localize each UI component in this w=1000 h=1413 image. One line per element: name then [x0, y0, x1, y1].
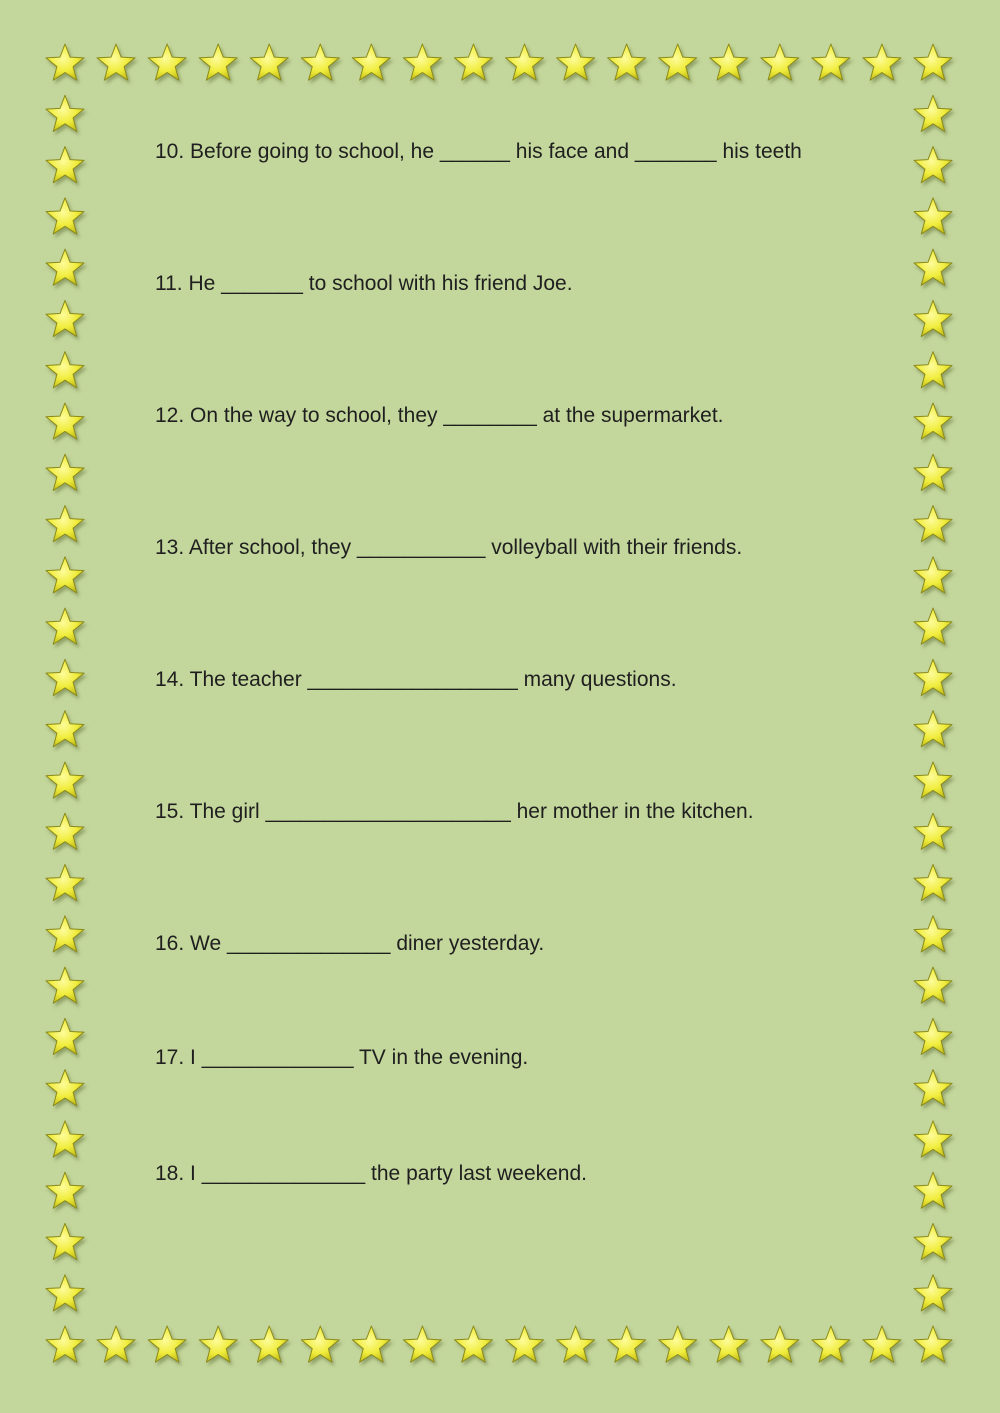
- star-icon: [352, 1326, 390, 1362]
- star-icon: [557, 1326, 595, 1362]
- star-icon: [506, 44, 544, 80]
- star-icon: [46, 864, 84, 900]
- star-icon: [46, 608, 84, 644]
- sentence-12: 12. On the way to school, they ________ at the supermarket.: [155, 404, 724, 427]
- star-icon: [46, 916, 84, 952]
- star-icon: [352, 44, 390, 80]
- star-icon: [97, 1326, 135, 1362]
- sentence-17: 17. I _____________ TV in the evening.: [155, 1046, 529, 1069]
- star-icon: [914, 300, 952, 336]
- star-icon: [914, 1326, 952, 1362]
- star-icon: [761, 44, 799, 80]
- star-icon: [46, 1172, 84, 1208]
- star-icon: [914, 147, 952, 183]
- star-icon: [914, 762, 952, 798]
- star-icon: [148, 1326, 186, 1362]
- star-icon: [863, 1326, 901, 1362]
- star-icon: [46, 762, 84, 798]
- star-icon: [710, 1326, 748, 1362]
- star-icon: [148, 44, 186, 80]
- star-icon: [761, 1326, 799, 1362]
- star-icon: [46, 813, 84, 849]
- star-icon: [914, 44, 952, 80]
- star-icon: [659, 1326, 697, 1362]
- star-icon: [97, 44, 135, 80]
- star-icon: [914, 967, 952, 1003]
- star-icon: [46, 352, 84, 388]
- star-icon: [914, 557, 952, 593]
- star-icon: [46, 44, 84, 80]
- star-icon: [914, 403, 952, 439]
- star-icon: [46, 300, 84, 336]
- star-icon: [46, 95, 84, 131]
- star-icon: [46, 711, 84, 747]
- star-icon: [914, 1172, 952, 1208]
- star-icon: [454, 1326, 492, 1362]
- star-icon: [863, 44, 901, 80]
- star-icon: [199, 44, 237, 80]
- star-icon: [46, 198, 84, 234]
- star-icon: [914, 198, 952, 234]
- sentence-14: 14. The teacher __________________ many questions.: [155, 668, 677, 691]
- star-icon: [914, 659, 952, 695]
- star-icon: [46, 1326, 84, 1362]
- star-icon: [46, 1018, 84, 1054]
- star-icon: [914, 95, 952, 131]
- sentence-18: 18. I ______________ the party last weekend.: [155, 1162, 587, 1185]
- star-icon: [812, 1326, 850, 1362]
- star-icon: [46, 249, 84, 285]
- star-icon: [46, 506, 84, 542]
- sentence-13: 13. After school, they ___________ volleyball with their friends.: [155, 536, 743, 559]
- star-icon: [506, 1326, 544, 1362]
- star-icon: [301, 44, 339, 80]
- star-icon: [46, 1275, 84, 1311]
- star-icon: [608, 44, 646, 80]
- sentence-15: 15. The girl _____________________ her mother in the kitchen.: [155, 800, 754, 823]
- star-icon: [46, 147, 84, 183]
- star-icon: [46, 1121, 84, 1157]
- star-icon: [46, 454, 84, 490]
- star-icon: [914, 711, 952, 747]
- star-icon: [301, 1326, 339, 1362]
- star-icon: [710, 44, 748, 80]
- star-icon: [812, 44, 850, 80]
- star-icon: [250, 1326, 288, 1362]
- star-icon: [46, 1070, 84, 1106]
- star-icon: [914, 1223, 952, 1259]
- star-icon: [46, 967, 84, 1003]
- star-icon: [914, 352, 952, 388]
- star-icon: [46, 557, 84, 593]
- star-icon: [46, 659, 84, 695]
- star-icon: [914, 864, 952, 900]
- star-icon: [914, 813, 952, 849]
- star-icon: [46, 1223, 84, 1259]
- star-icon: [250, 44, 288, 80]
- star-icon: [46, 403, 84, 439]
- star-icon: [199, 1326, 237, 1362]
- star-icon: [403, 44, 441, 80]
- star-icon: [914, 1275, 952, 1311]
- star-icon: [403, 1326, 441, 1362]
- star-icon: [914, 454, 952, 490]
- star-icon: [914, 506, 952, 542]
- star-icon: [914, 249, 952, 285]
- sentence-16: 16. We ______________ diner yesterday.: [155, 932, 545, 955]
- star-icon: [914, 608, 952, 644]
- star-icon: [659, 44, 697, 80]
- sentence-10: 10. Before going to school, he ______ his face and _______ his teeth: [155, 140, 802, 163]
- star-icon: [914, 916, 952, 952]
- star-icon: [914, 1018, 952, 1054]
- star-icon: [454, 44, 492, 80]
- sentence-11: 11. He _______ to school with his friend Joe.: [155, 272, 573, 295]
- star-icon: [557, 44, 595, 80]
- star-icon: [914, 1070, 952, 1106]
- star-icon: [608, 1326, 646, 1362]
- star-icon: [914, 1121, 952, 1157]
